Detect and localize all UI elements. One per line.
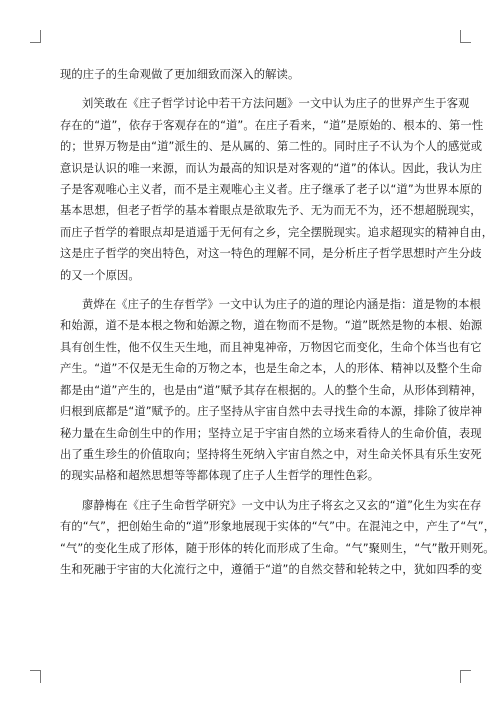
text-line: 出了重生珍生的价值取向；坚持将生死纳入宇宙自然之中，对生命关怀具有乐生安死 — [60, 447, 482, 461]
text-line: 基本思想，但老子哲学的基本着眼点是欲取先予、无为而无不为，还不想超脱现实， — [60, 204, 482, 218]
crop-mark-bottom-left — [30, 670, 41, 683]
text-line: 廖静梅在《庄子生命哲学研究》一文中认为庄子将玄之又玄的“道”化生为实在存 — [82, 498, 482, 512]
text-line: 而庄子哲学的着眼点却是逍遥于无何有之乡，完全摆脱现实。追求超现实的精神自由， — [60, 225, 494, 239]
paragraph — [60, 64, 444, 85]
text-line: 归根到底都是“道”赋予的。庄子坚持从宇宙自然中去寻找生命的本源，排除了彼岸神 — [60, 405, 483, 419]
text-line: “气”的变化生成了形体，随于形体的转化而形成了生命。“气”聚则生，“气”散开则死。 — [60, 541, 495, 555]
text-line: 黄烨在《庄子的生存哲学》一文中认为庄子的道的理论内涵是指：道是物的本根 — [82, 298, 481, 312]
body-text — [60, 64, 496, 588]
text-line: 子是客观唯心主义者，而不是主观唯心主义者。庄子继承了老子以“道”为世界本原的 — [60, 183, 483, 197]
text-line: 有的“气”，把创始生命的“道”形象地展现于实体的“气”中。在混沌之中，产生了“气”， — [60, 520, 496, 534]
paragraph — [60, 495, 496, 581]
text-line: 现的庄子的生命观做了更加细致而深入的解读。 — [60, 68, 300, 81]
text-line: 和始源，道不是本根之物和始源之物，道在物而不是物。“道”既然是物的本根、始源 — [60, 319, 483, 333]
text-line: 具有创生性，他不仅生天生地，而且神鬼神帝，万物因它而变化，生命个体当也有它 — [60, 340, 482, 354]
text-line: 的；世界万物是由“道”派生的、是从属的、第二性的。同时庄子不认为个人的感觉或 — [60, 140, 483, 154]
text-line: 存在的“道”，依存于客观存在的“道”。在庄子看来，“道”是原始的、根本的、第一性 — [60, 118, 484, 132]
text-line: 生和死融于宇宙的大化流行之中，遵循于“道”的自然交替和轮转之中，犹如四季的变 — [60, 562, 483, 576]
text-line: 刘笑敢在《庄子哲学讨论中若干方法问题》一文中认为庄子的世界产生于客观 — [82, 97, 470, 111]
text-line: 秘力量在生命创生中的作用；坚持立足于宇宙自然的立场来看待人的生命价值，表现 — [60, 426, 482, 440]
text-line: 的又一个原因。 — [60, 268, 140, 282]
text-line: 意识是认识的唯一来源，而认为最高的知识是对客观的“道”的体认。因此，我认为庄 — [60, 161, 483, 175]
crop-mark-top-right — [460, 30, 471, 43]
text-line: 产生。“道”不仅是无生命的万物之本，也是生命之本，人的形体、精神以及整个生命 — [60, 362, 483, 376]
text-line: 的现实品格和超然思想等等都体现了庄子人生哲学的理性色彩。 — [60, 469, 380, 483]
crop-mark-bottom-right — [460, 670, 471, 683]
paragraph — [60, 294, 483, 487]
text-line: 都是由“道”产生的，也是由“道”赋予其存在根据的。人的整个生命，从形体到精神， — [60, 383, 483, 397]
text-line: 这是庄子哲学的突出特色，对这一特色的理解不同，是分析庄子哲学思想时产生分歧 — [60, 247, 482, 261]
paragraph — [60, 93, 494, 286]
crop-mark-top-left — [30, 30, 41, 43]
